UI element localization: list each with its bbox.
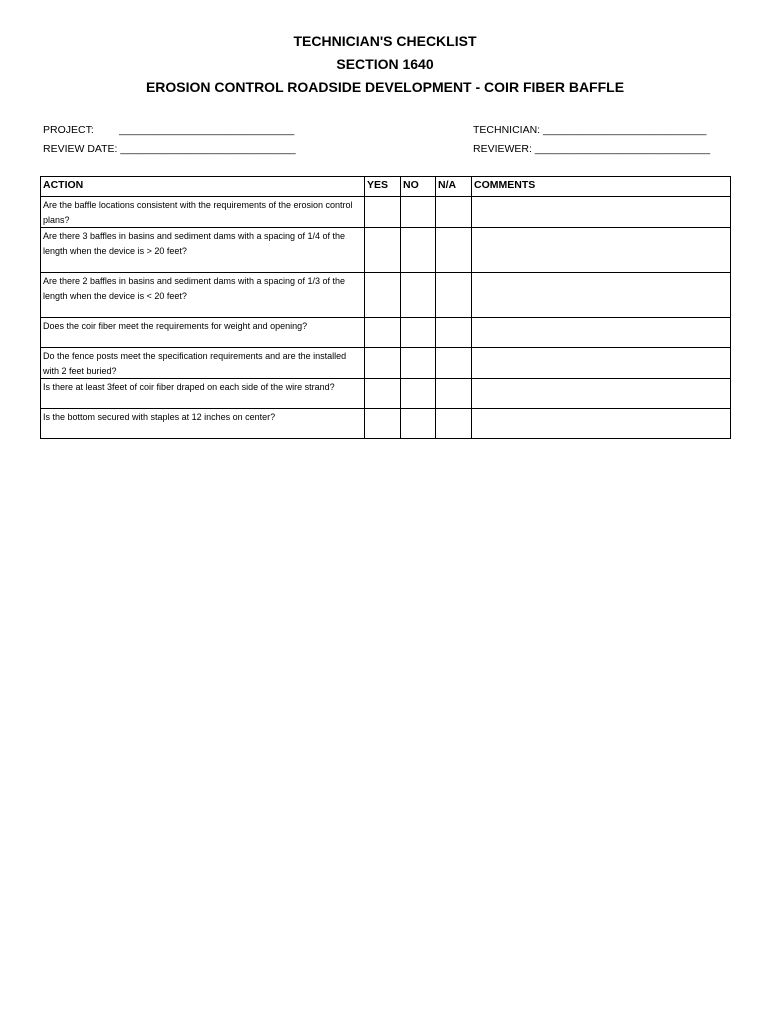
action-text: Do the fence posts meet the specification requirements and are the installed with 2 feet buried? — [41, 348, 365, 379]
yes-cell[interactable] — [365, 228, 401, 273]
comments-cell[interactable] — [472, 379, 731, 409]
na-cell[interactable] — [436, 197, 472, 228]
yes-header: YES — [365, 177, 401, 197]
title-line-3: EROSION CONTROL ROADSIDE DEVELOPMENT - COIR FIBER BAFFLE — [145, 79, 625, 95]
no-cell[interactable] — [401, 318, 436, 348]
na-cell[interactable] — [436, 409, 472, 439]
na-cell[interactable] — [436, 228, 472, 273]
comments-cell[interactable] — [472, 348, 731, 379]
na-cell[interactable] — [436, 348, 472, 379]
technician-field[interactable] — [473, 123, 707, 137]
review-date-label: REVIEW DATE: — [43, 143, 118, 155]
review-date-field[interactable] — [43, 142, 296, 156]
project-label: PROJECT: — [43, 124, 94, 136]
project-value[interactable]: ______________________________ — [119, 124, 295, 136]
no-cell[interactable] — [401, 273, 436, 318]
header-row — [41, 177, 731, 197]
table-row — [41, 348, 731, 379]
comments-cell[interactable] — [472, 409, 731, 439]
comments-cell[interactable] — [472, 273, 731, 318]
reviewer-field[interactable] — [473, 142, 710, 156]
title-line-2: SECTION 1640 — [336, 56, 434, 72]
na-cell[interactable] — [436, 318, 472, 348]
na-header: N/A — [436, 177, 472, 197]
no-cell[interactable] — [401, 409, 436, 439]
action-text: Are the baffle locations consistent with the requirements of the erosion control plans? — [41, 197, 365, 228]
yes-cell[interactable] — [365, 318, 401, 348]
table-row — [41, 197, 731, 228]
table-row — [41, 379, 731, 409]
action-text: Are there 3 baffles in basins and sediment dams with a spacing of 1/4 of the length when the device is > 20 feet? — [41, 228, 365, 273]
no-cell[interactable] — [401, 228, 436, 273]
no-cell[interactable] — [401, 348, 436, 379]
action-text: Are there 2 baffles in basins and sediment dams with a spacing of 1/3 of the length when the device is < 20 feet? — [41, 273, 365, 318]
reviewer-label: REVIEWER: — [473, 143, 532, 155]
page-title — [0, 30, 770, 99]
title-line-1: TECHNICIAN'S CHECKLIST — [293, 33, 477, 49]
yes-cell[interactable] — [365, 197, 401, 228]
technician-value[interactable]: ____________________________ — [543, 124, 707, 136]
comments-cell[interactable] — [472, 318, 731, 348]
technician-label: TECHNICIAN: — [473, 124, 541, 136]
no-cell[interactable] — [401, 379, 436, 409]
no-cell[interactable] — [401, 197, 436, 228]
project-field[interactable] — [43, 123, 294, 137]
action-header: ACTION — [41, 177, 365, 197]
comments-header: COMMENTS — [472, 177, 731, 197]
yes-cell[interactable] — [365, 273, 401, 318]
no-header: NO — [401, 177, 436, 197]
review-date-value[interactable]: ______________________________ — [120, 143, 296, 155]
table-row — [41, 228, 731, 273]
comments-cell[interactable] — [472, 228, 731, 273]
table-row — [41, 409, 731, 439]
yes-cell[interactable] — [365, 409, 401, 439]
table-row — [41, 273, 731, 318]
reviewer-value[interactable]: ______________________________ — [534, 143, 711, 155]
action-text: Is the bottom secured with staples at 12 inches on center? — [41, 409, 365, 439]
yes-cell[interactable] — [365, 379, 401, 409]
table-row — [41, 318, 731, 348]
action-text: Does the coir fiber meet the requirements for weight and opening? — [41, 318, 365, 348]
checklist-table — [40, 176, 731, 439]
na-cell[interactable] — [436, 379, 472, 409]
na-cell[interactable] — [436, 273, 472, 318]
action-text: Is there at least 3feet of coir fiber draped on each side of the wire strand? — [41, 379, 365, 409]
yes-cell[interactable] — [365, 348, 401, 379]
comments-cell[interactable] — [472, 197, 731, 228]
